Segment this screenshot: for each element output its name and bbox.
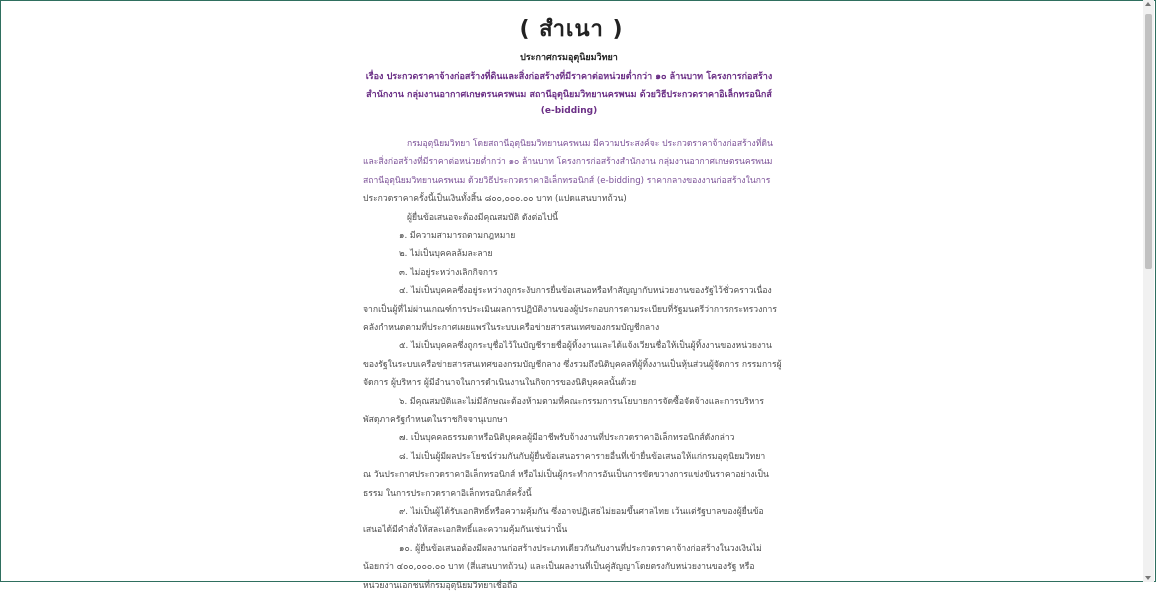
body-line: ธรรม ในการประกวดราคาอิเล็กทรอนิกส์ครั้งนี้ (363, 488, 532, 499)
scroll-up-arrow-icon[interactable] (1145, 2, 1151, 6)
body-line: ๕. ไม่เป็นบุคคลซึ่งถูกระบุชื่อไว้ในบัญชีรายชื่อผู้ทิ้งงานและได้แจ้งเวียนชื่อให้เป็นผู้ทิ้งงานของหน่วยงาน (399, 341, 772, 352)
body-line: ๘. ไม่เป็นผู้มีผลประโยชน์ร่วมกันกับผู้ยื่นข้อเสนอราคารายอื่นที่เข้ายื่นข้อเสนอให้แก่กรมอุตุนิยมวิทยา (399, 451, 766, 462)
body-line: ณ วันประกาศประกวดราคาอิเล็กทรอนิกส์ หรือไม่เป็นผู้กระทำการอันเป็นการขัดขวางการแข่งขันราคาอย่างเป็น (363, 470, 769, 481)
body-line: และสิ่งก่อสร้างที่มีราคาต่อหน่วยต่ำกว่า ๑๐ ล้านบาท โครงการก่อสร้างสำนักงาน กลุ่มงานอากาศเกษตรนครพนม (363, 157, 773, 168)
body-line: พัสดุภาครัฐกำหนดในราชกิจจานุเบกษา (363, 415, 508, 425)
scroll-thumb[interactable] (1145, 14, 1152, 269)
body-line: ๖. มีคุณสมบัติและไม่มีลักษณะต้องห้ามตามที่คณะกรรมการนโยบายการจัดซื้อจัดจ้างและการบริหาร (399, 396, 764, 407)
body-line: น้อยกว่า ๔๐๐,๐๐๐.๐๐ บาท (สี่แสนบาทถ้วน) และเป็นผลงานที่เป็นคู่สัญญาโดยตรงกับหน่วยงานของรัฐ หรือ (363, 562, 755, 573)
body-line: ๗. เป็นบุคคลธรรมดาหรือนิติบุคคลผู้มีอาชีพรับจ้างงานที่ประกวดราคาอิเล็กทรอนิกส์ดังกล่าว (399, 433, 735, 444)
body-line: ๑. มีความสามารถตามกฎหมาย (399, 231, 516, 241)
vertical-scrollbar[interactable] (1143, 0, 1154, 582)
body-line: คลังกำหนดตามที่ประกาศเผยแพร่ในระบบเครือข่ายสารสนเทศของกรมบัญชีกลาง (363, 323, 660, 333)
body-line: ๙. ไม่เป็นผู้ได้รับเอกสิทธิ์หรือความคุ้มกัน ซึ่งอาจปฏิเสธไม่ยอมขึ้นศาลไทย เว้นแต่รัฐบาลของผู้ยื่นข้อ (399, 507, 764, 517)
body-line: สถานีอุตุนิยมวิทยานครพนม ด้วยวิธีประกวดราคาอิเล็กทรอนิกส์ (e-bidding) ราคากลางของงานก่อสร้างในการ (363, 175, 771, 186)
body-line: จากเป็นผู้ที่ไม่ผ่านเกณฑ์การประเมินผลการปฏิบัติงานของผู้ประกอบการตามระเบียบที่รัฐมนตรีว่าการกระทรวงการ (363, 304, 777, 315)
body-line: ประกวดราคาครั้งนี้เป็นเงินทั้งสิ้น ๘๐๐,๐๐๐.๐๐ บาท (แปดแสนบาทถ้วน) (363, 194, 627, 205)
subject-line: เรื่อง ประกวดราคาจ้างก่อสร้างที่ดินและสิ่งก่อสร้างที่มีราคาต่อหน่วยต่ำกว่า ๑๐ ล้านบาท โครงการก่อสร้าง (365, 72, 773, 82)
subject-line: (e-bidding) (540, 106, 598, 116)
body-line: ๓. ไม่อยู่ระหว่างเลิกกิจการ (399, 267, 498, 278)
copy-mark-title: ( สำเนา ) (519, 17, 624, 42)
body-line: ผู้ยื่นข้อเสนอจะต้องมีคุณสมบัติ ดังต่อไปนี้ (407, 212, 559, 223)
body-line: จัดการ ผู้บริหาร ผู้มีอำนาจในการดำเนินงานในกิจการของนิติบุคคลนั้นด้วย (363, 378, 637, 389)
scroll-down-arrow-icon[interactable] (1145, 576, 1151, 580)
body-line: เสนอได้มีคำสั่งให้สละเอกสิทธิ์และความคุ้มกันเช่นว่านั้น (363, 525, 568, 536)
subject-line: สำนักงาน กลุ่มงานอากาศเกษตรนครพนม สถานีอุตุนิยมวิทยานครพนม ด้วยวิธีประกวดราคาอิเล็กทรอนิกส์ (366, 90, 772, 100)
body-line: ๒. ไม่เป็นบุคคลล้มละลาย (399, 249, 493, 260)
announcement-org: ประกาศกรมอุตุนิยมวิทยา (520, 53, 618, 63)
body-line: ๔. ไม่เป็นบุคคลซึ่งอยู่ระหว่างถูกระงับการยื่นข้อเสนอหรือทำสัญญากับหน่วยงานของรัฐไว้ชั่วคราวเนื่อง (399, 286, 772, 297)
body-line: ๑๐. ผู้ยื่นข้อเสนอต้องมีผลงานก่อสร้างประเภทเดียวกันกับงานที่ประกวดราคาจ้างก่อสร้างในวงเงินไม่ (399, 543, 762, 554)
body-line: หน่วยงานเอกชนที่กรมอุตุนิยมวิทยาเชื่อถือ (363, 580, 518, 591)
body-line: กรมอุตุนิยมวิทยา โดยสถานีอุตุนิยมวิทยานครพนม มีความประสงค์จะ ประกวดราคาจ้างก่อสร้างที่ดิน (407, 139, 773, 149)
body-line: ของรัฐในระบบเครือข่ายสารสนเทศของกรมบัญชีกลาง ซึ่งรวมถึงนิติบุคคลที่ผู้ทิ้งงานเป็นหุ้นส่วนผู้จัดการ กรรมการผู้ (363, 359, 782, 370)
